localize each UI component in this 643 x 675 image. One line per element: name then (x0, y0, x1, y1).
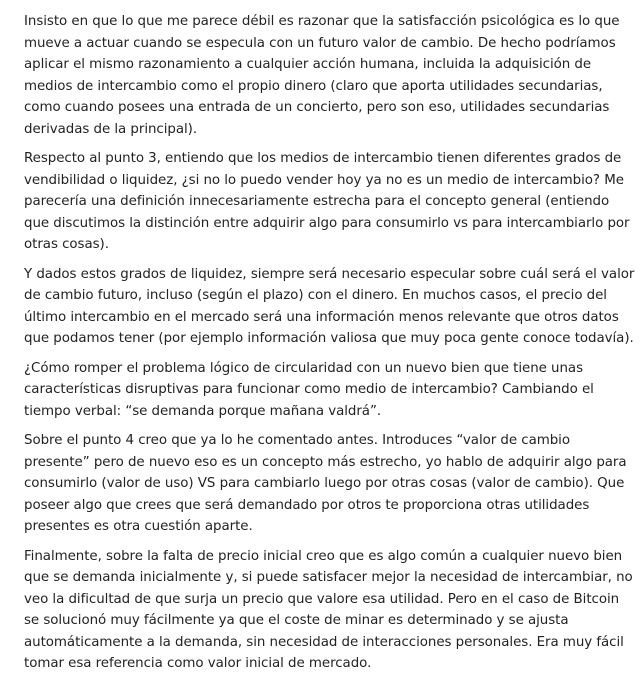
post-paragraph-4: ¿Cómo romper el problema lógico de circularidad con un nuevo bien que tiene unas características disruptivas para funcionar como medio de intercambio? Cambiando el tiempo verbal: “se demanda porque mañana valdrá”. (24, 360, 594, 419)
post-paragraph-2: Respecto al punto 3, entiendo que los medios de intercambio tienen diferentes grados de vendibilidad o liquidez, ¿si no lo puedo vender hoy ya no es un medio de intercambio? Me parecería una definición innecesariamente estrecha para el concepto general (entiendo que discutimos la distinción entre adquirir algo para consumirlo vs para intercambiarlo por otras cosas). (24, 151, 630, 252)
post-paragraph-1: Insisto en que lo que me parece débil es razonar que la satisfacción psicológica es lo que mueve a actuar cuando se especula con un futuro valor de cambio. De hecho podríamos aplicar el mismo razonamiento a cualquier acción humana, incluida la adquisición de medios de intercambio como el propio dinero (claro que aporta utilidades secundarias, como cuando posees una entrada de un concierto, pero son eso, utilidades secundarias derivadas de la principal). (24, 14, 620, 137)
post-paragraph-3: Y dados estos grados de liquidez, siempre será necesario especular sobre cuál será el valor de cambio futuro, incluso (según el plazo) con el dinero. En muchos casos, el precio del último intercambio en el mercado será una información menos relevante que otros datos que podamos tener (por ejemplo información valiosa que muy poca gente conoce todavía). (24, 266, 635, 346)
post-paragraph-6: Finalmente, sobre la falta de precio inicial creo que es algo común a cualquier nuevo bien que se demanda inicialmente y, si puede satisfacer mejor la necesidad de intercambiar, no veo la dificultad de que surja un precio que valore esa utilidad. Pero en el caso de Bitcoin se solucionó muy fácilmente ya que el coste de minar es determinado y se ajusta automáticamente a la demanda, sin necesidad de interacciones personales. Era muy fácil tomar esa referencia como valor inicial de mercado. (24, 548, 633, 671)
post-paragraph-5: Sobre el punto 4 creo que ya lo he comentado antes. Introduces “valor de cambio presente” pero de nuevo eso es un concepto más estrecho, yo hablo de adquirir algo para consumirlo (valor de uso) VS para cambiarlo luego por otras cosas (valor de cambio). Que poseer algo que crees que será demandado por otros te proporciona otras utilidades presentes es otra cuestión aparte. (24, 433, 627, 534)
